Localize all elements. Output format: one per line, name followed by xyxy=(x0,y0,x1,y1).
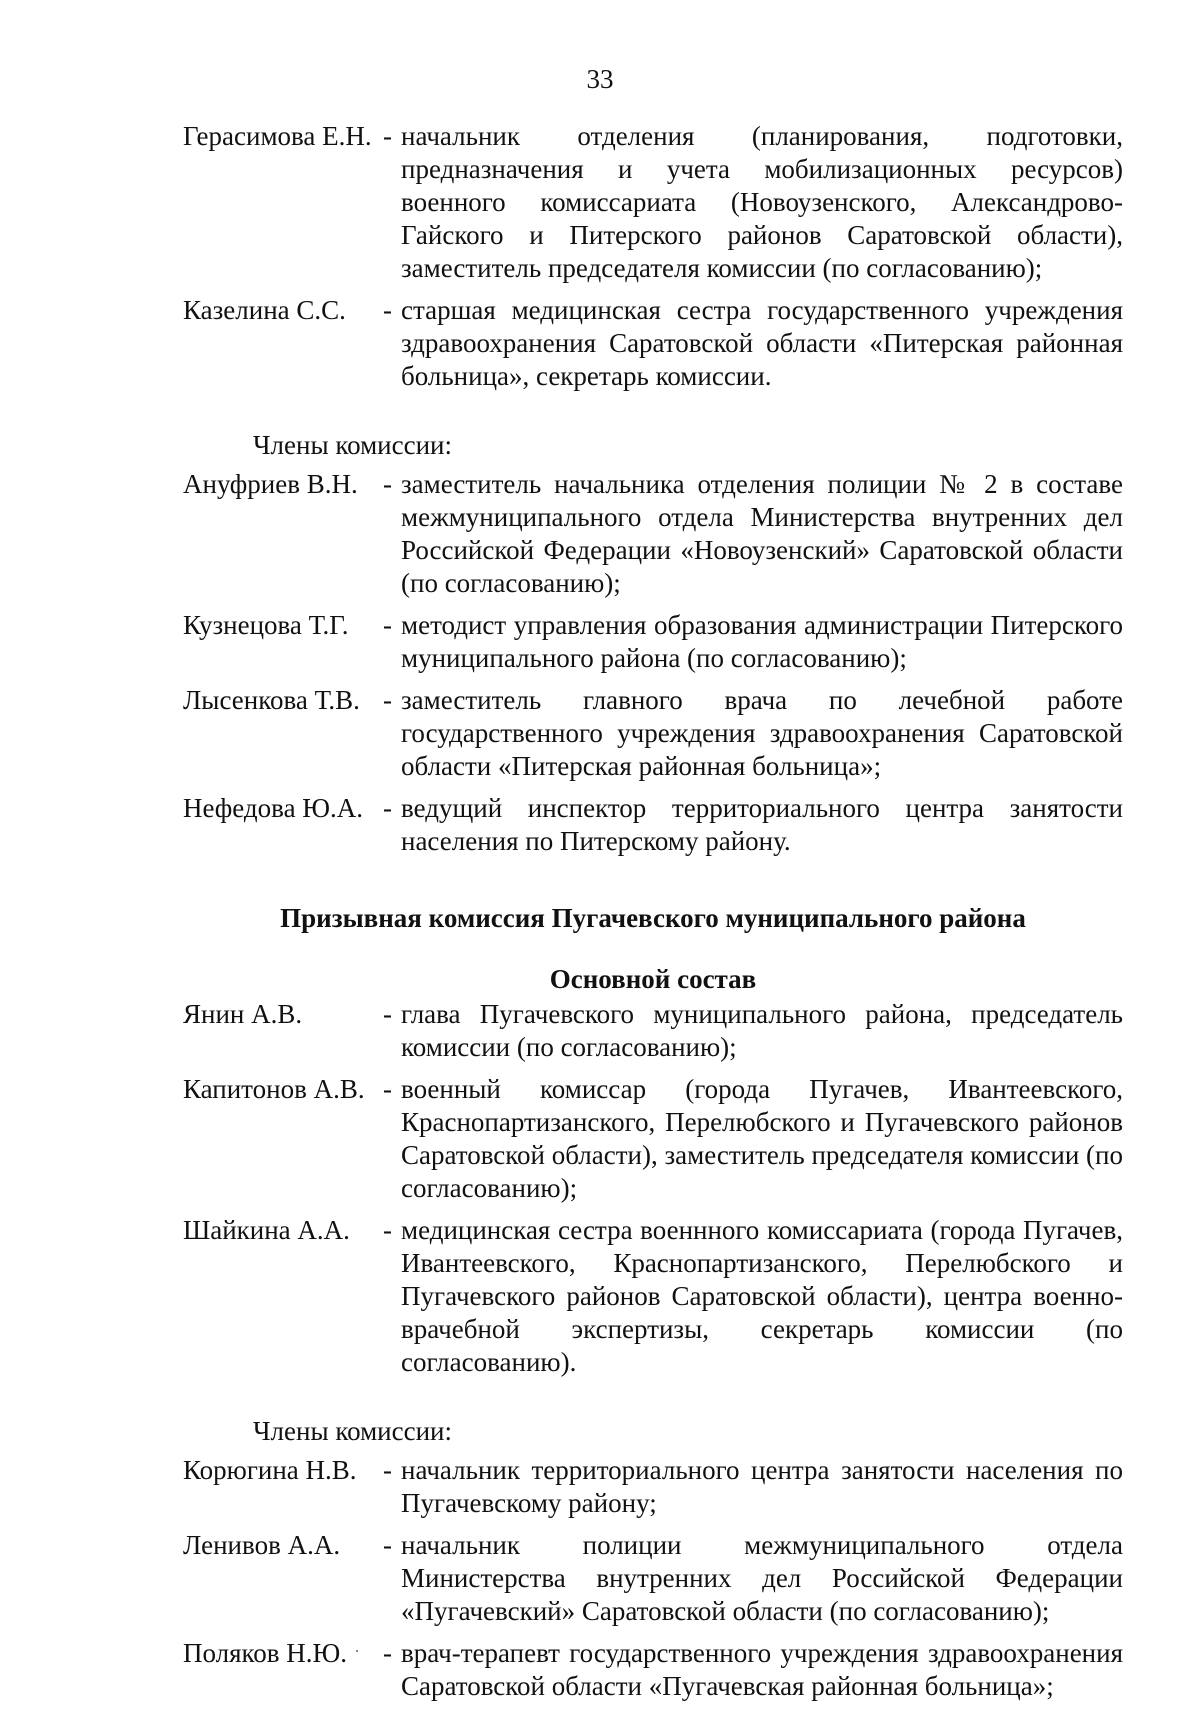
member-name: Герасимова Е.Н. xyxy=(183,121,372,151)
member-entry xyxy=(183,1529,1123,1628)
entry-dash: - xyxy=(383,1530,392,1560)
member-position: заместитель начальника отделения полиции № 2 в составе межмуниципального отдела Министерства внутренних дел Российской Федерации «Новоузенский» Саратовской области (по согласованию); xyxy=(401,469,1123,598)
member-position: начальник территориального центра занятости населения по Пугачевскому району; xyxy=(401,1455,1123,1518)
member-entry xyxy=(183,609,1123,675)
member-name: Поляков Н.Ю. xyxy=(183,1638,348,1668)
section-subtitle: Основной состав xyxy=(549,964,757,994)
member-entry xyxy=(183,120,1123,285)
commission-leadership-list xyxy=(183,120,1123,393)
member-name: Корюгина Н.В. xyxy=(183,1455,357,1485)
member-entry xyxy=(183,1214,1123,1379)
member-entry xyxy=(183,684,1123,783)
member-position: глава Пугачевского муниципального района, председатель комиссии (по согласованию); xyxy=(401,999,1123,1062)
entry-dash: - xyxy=(383,121,392,151)
main-composition-list xyxy=(183,998,1123,1379)
member-entry xyxy=(183,1454,1123,1520)
page-number: 33 xyxy=(586,64,614,94)
member-position: заместитель главного врача по лечебной работе государственного учреждения здравоохранения Саратовской области «Питерская районная больница»; xyxy=(401,685,1123,781)
member-name: Ленивов А.А. xyxy=(183,1530,341,1560)
member-position: старшая медицинская сестра государственного учреждения здравоохранения Саратовской области «Питерская районная больница», секретарь комиссии. xyxy=(401,295,1123,391)
commission-members-list xyxy=(183,468,1123,858)
member-name: Ануфриев В.Н. xyxy=(183,469,358,499)
section-title: Призывная комиссия Пугачевского муниципального района xyxy=(280,903,1026,933)
document-body xyxy=(183,120,1123,1712)
member-entry xyxy=(183,468,1123,600)
entry-dash: - xyxy=(383,469,392,499)
entry-dash: - xyxy=(383,685,392,715)
commission-members-list xyxy=(183,1454,1123,1703)
entry-dash: - xyxy=(383,999,392,1029)
member-name: Шайкина А.А. xyxy=(183,1215,350,1245)
member-position: начальник полиции межмуниципального отдела Министерства внутренних дел Российской Федерации «Пугачевский» Саратовской области (по согласованию); xyxy=(401,1530,1123,1626)
member-name: Казелина С.С. xyxy=(183,295,346,325)
entry-dash: - xyxy=(383,793,392,823)
entry-dash: - xyxy=(383,1074,392,1104)
members-heading: Члены комиссии: xyxy=(253,1416,452,1446)
member-entry xyxy=(183,1637,1123,1703)
member-position: военный комиссар (города Пугачев, Ивантеевского, Краснопартизанского, Перелюбского и Пугачевского районов Саратовской области), заместитель председателя комиссии (по согласованию); xyxy=(401,1074,1123,1203)
member-name: Кузнецова Т.Г. xyxy=(183,610,349,640)
entry-dash: - xyxy=(383,1455,392,1485)
member-position: медицинская сестра военнного комиссариата (города Пугачев, Ивантеевского, Краснопартизанского, Перелюбского и Пугачевского районов Саратовской области), центра военно-врачебной экспертизы, секретарь комиссии (по согласованию). xyxy=(401,1215,1123,1377)
entry-dash: - xyxy=(383,1215,392,1245)
member-name: Капитонов А.В. xyxy=(183,1074,365,1104)
member-position: начальник отделения (планирования, подготовки, предназначения и учета мобилизационных ресурсов) военного комиссариата (Новоузенского, Александрово-Гайского и Питерского районов Саратовской области), заместитель председателя комиссии (по согласованию); xyxy=(401,121,1123,283)
entry-dash: - xyxy=(383,295,392,325)
entry-dash: - xyxy=(383,610,392,640)
member-entry xyxy=(183,294,1123,393)
scan-mark xyxy=(356,1650,358,1652)
members-heading: Члены комиссии: xyxy=(253,430,452,460)
member-entry xyxy=(183,792,1123,858)
member-entry xyxy=(183,1073,1123,1205)
member-position: врач-терапевт государственного учреждения здравоохранения Саратовской области «Пугачевская районная больница»; xyxy=(401,1638,1123,1701)
member-position: методист управления образования администрации Питерского муниципального района (по согласованию); xyxy=(401,610,1123,673)
member-name: Лысенкова Т.В. xyxy=(183,685,360,715)
entry-dash: - xyxy=(383,1638,392,1668)
member-name: Нефедова Ю.А. xyxy=(183,793,364,823)
member-name: Янин А.В. xyxy=(183,999,303,1029)
member-position: ведущий инспектор территориального центра занятости населения по Питерскому району. xyxy=(401,793,1123,856)
member-entry xyxy=(183,998,1123,1064)
